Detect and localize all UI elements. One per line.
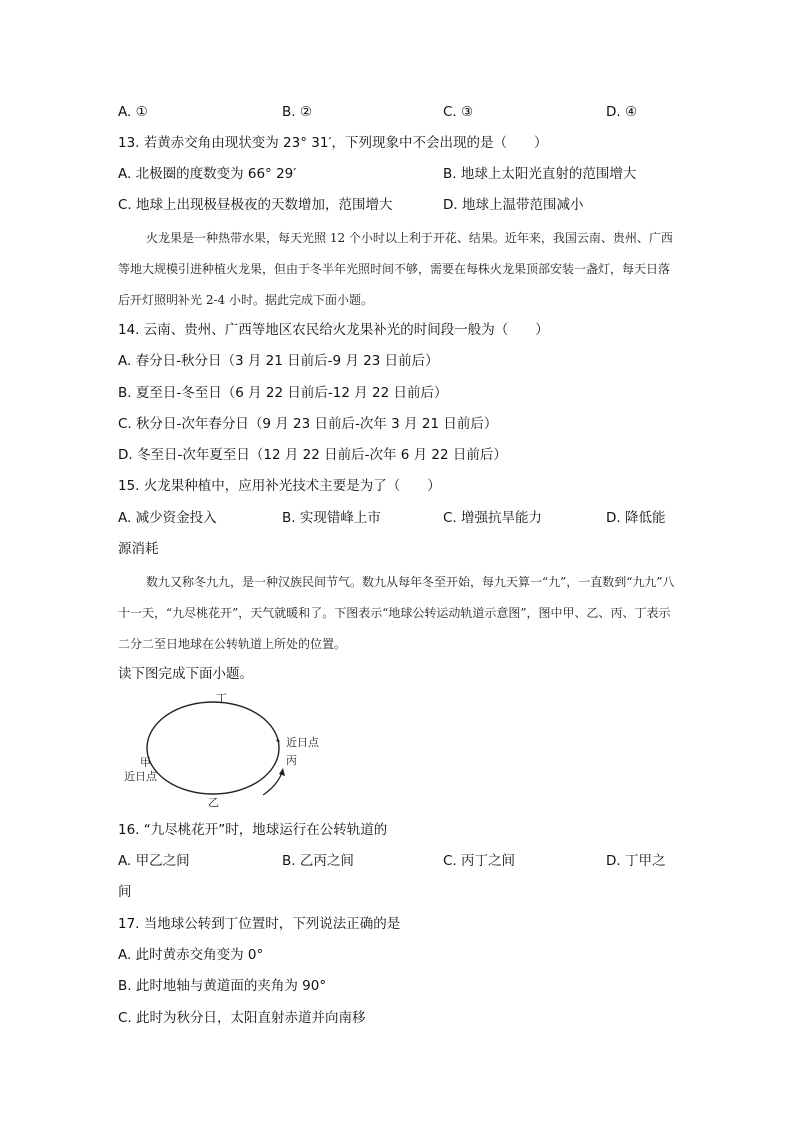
q14-option-a: A. 春分日-秋分日（3 月 21 日前后-9 月 23 日前后） (118, 353, 439, 369)
q13-option-c: C. 地球上出现极昼极夜的天数增加，范围增大 (118, 197, 393, 213)
q12-option-a: A. ① (118, 104, 148, 120)
orbit-tick-right-icon (276, 738, 280, 742)
q13-option-b: B. 地球上太阳光直射的范围增大 (443, 166, 637, 182)
label-near-right: 近日点 (286, 736, 319, 749)
label-near-left: 近日点 (124, 770, 157, 783)
q16-option-b: B. 乙丙之间 (282, 853, 354, 869)
q16-stem: 16. “九尽桃花开”时，地球运行在公转轨道的 (118, 822, 388, 838)
read-instruction: 读下图完成下面小题。 (118, 666, 253, 682)
q14-option-b: B. 夏至日-冬至日（6 月 22 日前后-12 月 22 日前后） (118, 385, 448, 401)
q17-stem: 17. 当地球公转到丁位置时，下列说法正确的是 (118, 916, 401, 932)
arrow-head-icon (279, 768, 285, 776)
q15-stem: 15. 火龙果种植中，应用补光技术主要是为了（ ） (118, 478, 441, 494)
q15-option-a: A. 减少资金投入 (118, 510, 217, 526)
q15-option-c: C. 增强抗旱能力 (443, 510, 543, 526)
orbit-diagram (118, 690, 338, 810)
q15-option-d: D. 降低能 (606, 510, 666, 526)
passage-dragon-fruit: 火龙果是一种热带水果，每天光照 12 个小时以上利于开花、结果。近年来，我国云南、贵州、广西等地大规模引进种植火龙果，但由于冬半年光照时间不够，需要在每株火龙果顶部安装一盏灯，每天日落后开灯照明补光 2-4 小时。据此完成下面小题。 (118, 231, 673, 307)
q13-stem: 13. 若黄赤交角由现状变为 23° 31′，下列现象中不会出现的是（ ） (118, 135, 548, 151)
q15-option-d-continued: 源消耗 (118, 541, 159, 557)
q14-stem: 14. 云南、贵州、广西等地区农民给火龙果补光的时间段一般为（ ） (118, 322, 549, 338)
q13-option-a: A. 北极圈的度数变为 66° 29′ (118, 166, 297, 182)
label-ding: 丁 (216, 692, 227, 705)
q14-option-d: D. 冬至日-次年夏至日（12 月 22 日前后-次年 6 月 22 日前后） (118, 447, 507, 463)
orbit-ellipse (147, 702, 279, 794)
passage-shujiu: 数九又称冬九九，是一种汉族民间节气。数九从每年冬至开始，每九天算一“九”，一直数到“九九”八十一天，“九尽桃花开”，天气就暖和了。下图表示“地球公转运动轨道示意图”，图中甲、乙、丙、丁表示二分二至日地球在公转轨道上所处的位置。 (118, 575, 675, 651)
label-bing: 丙 (286, 754, 297, 767)
q14-option-c: C. 秋分日-次年春分日（9 月 23 日前后-次年 3 月 21 日前后） (118, 416, 498, 432)
label-jia: 甲 (140, 756, 151, 769)
q12-option-b: B. ② (282, 104, 312, 120)
q16-option-d: D. 丁甲之 (606, 853, 666, 869)
label-yi: 乙 (208, 796, 219, 809)
q16-option-a: A. 甲乙之间 (118, 853, 190, 869)
q17-option-c: C. 此时为秋分日，太阳直射赤道并向南移 (118, 1010, 366, 1026)
q16-option-d-continued: 间 (118, 884, 132, 900)
q15-option-b: B. 实现错峰上市 (282, 510, 381, 526)
q13-option-d: D. 地球上温带范围减小 (443, 197, 584, 213)
q12-option-c: C. ③ (443, 104, 474, 120)
q16-option-c: C. 丙丁之间 (443, 853, 516, 869)
q17-option-a: A. 此时黄赤交角变为 0° (118, 947, 264, 963)
q12-option-d: D. ④ (606, 104, 638, 120)
q17-option-b: B. 此时地轴与黄道面的夹角为 90° (118, 978, 327, 994)
